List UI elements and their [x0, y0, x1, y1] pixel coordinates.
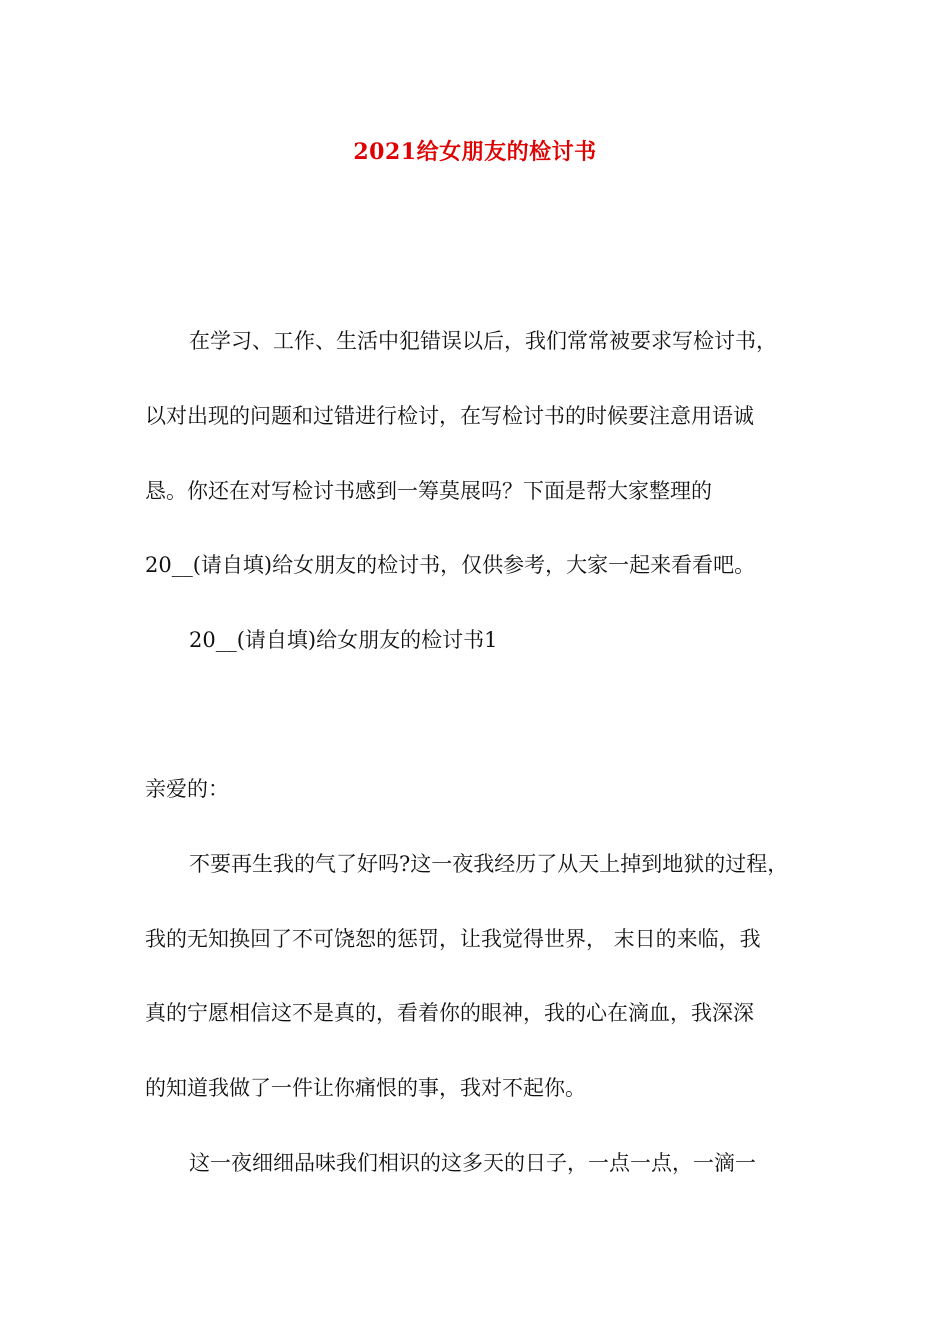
intro-line-3: 恳。你还在对写检讨书感到一筹莫展吗？下面是帮大家整理的: [145, 479, 712, 503]
body-line-5: 这一夜细细品味我们相识的这多天的日子，一点一点，一滴一: [189, 1151, 756, 1175]
document-title: 2021给女朋友的检讨书: [353, 139, 597, 165]
section-heading: 20__(请自填)给女朋友的检讨书1: [189, 628, 498, 652]
body-line-1: 不要再生我的气了好吗?这一夜我经历了从天上掉到地狱的过程，: [189, 852, 789, 876]
intro-line-1: 在学习、工作、生活中犯错误以后，我们常常被要求写检讨书，: [189, 329, 777, 353]
body-line-4: 的知道我做了一件让你痛恨的事，我对不起你。: [145, 1076, 586, 1100]
intro-line-4: 20__(请自填)给女朋友的检讨书，仅供参考，大家一起来看看吧。: [145, 553, 756, 577]
intro-line-2: 以对出现的问题和过错进行检讨，在写检讨书的时候要注意用语诚: [145, 404, 754, 428]
body-line-3: 真的宁愿相信这不是真的，看着你的眼神，我的心在滴血，我深深: [145, 1001, 754, 1025]
salutation: 亲爱的：: [145, 777, 229, 801]
body-line-2: 我的无知换回了不可饶恕的惩罚，让我觉得世界， 末日的来临，我: [145, 927, 761, 951]
